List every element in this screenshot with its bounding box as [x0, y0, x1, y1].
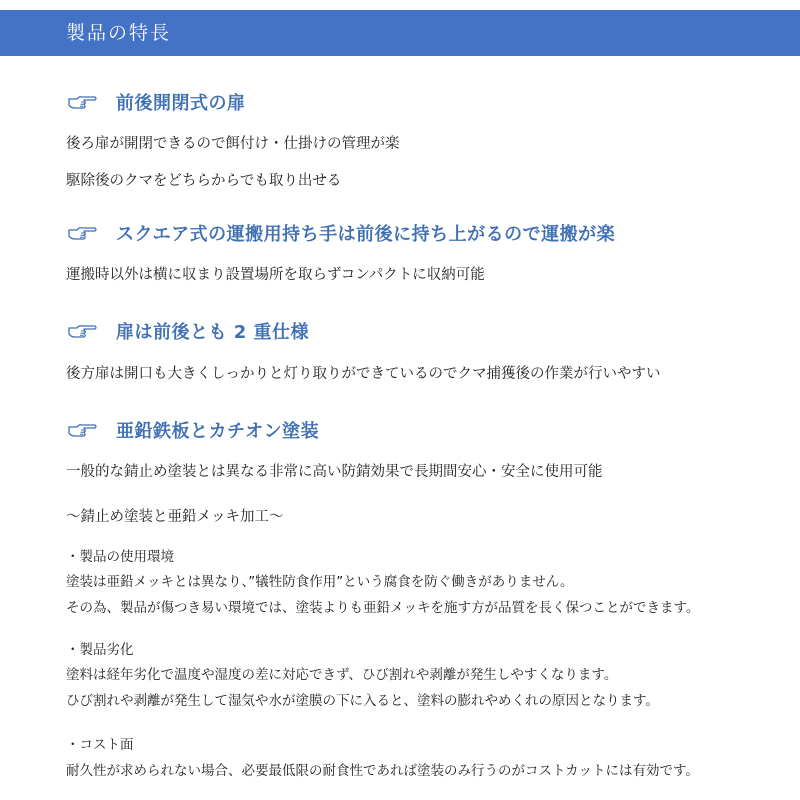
subheading-coating-vs-galvanizing: ～錆止め塗装と亜鉛メッキ加工～: [66, 509, 284, 525]
feature-description: 一般的な錆止め塗装とは異なる非常に高い防錆効果で長期間安心・安全に使用可能: [66, 464, 603, 480]
pointing-hand-icon: [66, 93, 98, 111]
note-line: ひび割れや剥離が発生して湿気や水が塗膜の下に入ると、塗料の膨れやめくれの原因となります。: [66, 693, 659, 709]
note-line: 耐久性が求められない場合、必要最低限の耐食性であれば塗装のみ行うのがコストカットには有効です。: [66, 763, 699, 779]
note-line: 塗料は経年劣化で温度や湿度の差に対応できず、ひび割れや剥離が発生しやすくなります。: [66, 667, 618, 683]
note-line: その為、製品が傷つき易い環境では、塗装よりも亜鉛メッキを施す方が品質を長く保つことができます。: [66, 600, 700, 616]
feature-description: 運搬時以外は横に収まり設置場所を取らずコンパクトに収納可能: [66, 267, 485, 283]
note-line: 塗装は亜鉛メッキとは異なり、”犠牲防食作用”という腐食を防ぐ働きがありません。: [66, 574, 574, 590]
feature-heading-double-doors: [66, 317, 309, 345]
feature-description: 後方扉は開口も大きくしっかりと灯り取りができているのでクマ捕獲後の作業が行いやすい: [66, 366, 661, 382]
feature-description: 後ろ扉が開閉できるので餌付け・仕掛けの管理が楽: [66, 136, 400, 152]
feature-heading-handles: [66, 219, 615, 247]
feature-title: 前後開閉式の扉: [116, 93, 246, 114]
note-heading: ・コスト面: [66, 737, 134, 753]
note-heading: ・製品劣化: [66, 642, 134, 658]
feature-title: スクエア式の運搬用持ち手は前後に持ち上がるので運搬が楽: [116, 224, 616, 245]
pointing-hand-icon: [66, 421, 98, 439]
feature-title: 亜鉛鉄板とカチオン塗装: [116, 421, 320, 442]
feature-heading-doors: [66, 88, 246, 116]
feature-description: 駆除後のクマをどちらからでも取り出せる: [66, 173, 342, 189]
note-heading: ・製品の使用環境: [66, 549, 174, 565]
feature-title: 扉は前後とも 2 重仕様: [116, 322, 310, 343]
feature-heading-coating: [66, 416, 319, 444]
pointing-hand-icon: [66, 224, 98, 242]
pointing-hand-icon: [66, 322, 98, 340]
page-title: 製品の特長: [66, 22, 172, 44]
